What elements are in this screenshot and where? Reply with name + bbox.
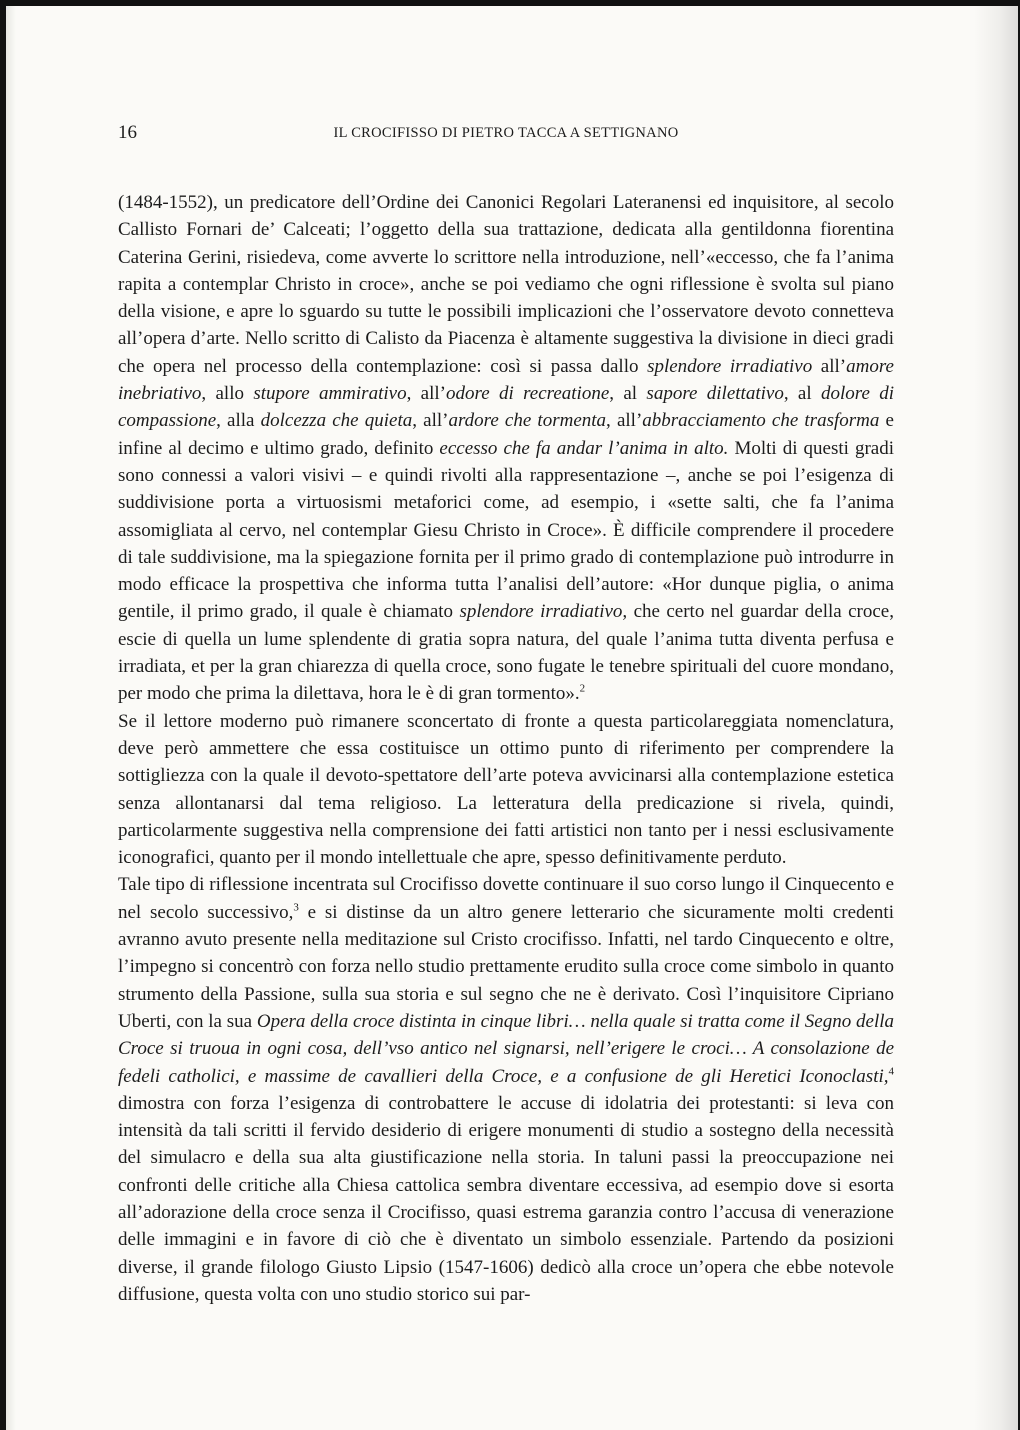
italic-text: stupore ammirativo <box>253 383 407 405</box>
paragraph-2 <box>118 708 894 872</box>
paragraph-3 <box>118 871 894 1308</box>
italic-text: amore inebriativo <box>118 355 894 405</box>
italic-text: odore di recreatione <box>446 383 610 405</box>
text-run: Molti di questi gradi sono connessi a valori visivi – e quindi rivolti alla rappresentazione –, anche se poi l’esigenza di suddivisione porta a virtuosismi metaforici come, ad esempio, i «sette salti, che fa l’anima assomigliata al cervo, nel contemplar Giesu Christo in Croce». È difficile comprendere il procedere di tale suddivisione, ma la spiegazione fornita per il primo grado di contemplazione può introdurre in modo efficace la prospettiva che informa tutta l’analisi dell’autore: «Hor dunque piglia, o anima gentile, il primo grado, il quale è chiamato <box>118 437 895 623</box>
text-run: , alla <box>216 410 261 432</box>
footnote-reference: 2 <box>579 683 586 696</box>
text-run: Se il lettore moderno può rimanere sconcertato di fronte a questa particolareggiata nomenclatura, deve però ammettere che essa costituisce un ottimo punto di riferimento per comprendere la sottigliezza con la quale il devoto-spettatore dell’arte poteva avvicinarsi alla contemplazione estetica senza allontanarsi dal tema religioso. La letteratura della predicazione si rivela, quindi, particolarmente suggestiva nella comprensione dei fatti artistici non tanto per i nessi esclusivamente iconografici, quanto per il mondo intellettuale che apre, spesso definitivamente perduto. <box>118 710 894 869</box>
italic-text: dolcezza che quieta <box>260 410 413 432</box>
running-title: IL CROCIFISSO DI PIETRO TACCA A SETTIGNANO <box>333 125 679 141</box>
text-run: e infine al decimo e ultimo grado, definito <box>118 410 894 459</box>
text-run: e si distinse da un altro genere letterario che sicuramente molti credenti avranno avuto presente nella meditazione sul Cristo crocifisso. Infatti, nel tardo Cinquecento e oltre, l’impegno si concentrò con forza nello studio prettamente erudito sulla croce come simbolo in quanto strumento della Passione, sulla sua storia e sul segno che ne è derivato. Così l’inquisitore Cipriano Uberti, con la sua <box>118 901 894 1032</box>
text-run: (1484-1552), un predicatore dell’Ordine dei Canonici Regolari Lateranensi ed inquisitore, al secolo Callisto Fornari de’ Calceati; l’oggetto della sua trattazione, dedicata alla gentildonna fiorentina Caterina Gerini, risiedeva, come avverte lo scrittore nella introduzione, nell’«eccesso, che fa l’anima rapita a contemplar Christo in croce», anche se poi vediamo che ogni riflessione è svolta sul piano della visione, e apre lo sguardo su tutte le possibili implicazioni che l’osservatore devoto connetteva all’opera d’arte. Nello scritto di Calisto da Piacenza è altamente suggestiva la divisione in dieci gradi che opera nel processo della contemplazione: così si passa dallo <box>118 192 894 377</box>
footnote-reference: 4 <box>888 1065 894 1078</box>
text-run: Tale tipo di riflessione incentrata sul Crocifisso dovette continuare il suo corso lungo il Cinquecento e nel secolo successivo, <box>118 874 894 923</box>
page-number: 16 <box>118 122 137 143</box>
italic-text: sapore dilettativo <box>646 383 784 405</box>
italic-text: splendore irradiativo, <box>459 601 628 623</box>
footnote-reference: 3 <box>293 901 299 914</box>
text-run: , allo <box>201 383 254 405</box>
text-run: all’ <box>812 355 847 377</box>
text-run: , al <box>609 383 647 405</box>
text-run: dimostra con forza l’esigenza di controbattere le accuse di idolatria dei protestanti: si leva con intensità da tali scritti il fervido desiderio di erigere monumenti di studio a sostegno della necessità del simulacro e della sua alta giustificazione nella storia. In taluni passi la preoccupazione nei confronti delle critiche alla Chiesa cattolica sembra diventare eccessiva, ad esempio dove si esorta all’adorazione della croce senza il Crocifisso, quasi estrema garanzia contro l’accusa di venerazione delle immagini e in favore di ciò che è diventato un simbolo essenziale. Partendo da posizioni diverse, il grande filologo Giusto Lipsio (1547-1606) dedicò alla croce un’opera che ebbe notevole diffusione, questa volta con uno studio storico sui par- <box>118 1092 894 1305</box>
body-text <box>118 189 894 1308</box>
italic-text: splendore irradiativo <box>647 355 813 377</box>
text-run: , all’ <box>412 410 449 432</box>
italic-text: Opera della croce distinta in cinque libri… nella quale si tratta come il Segno della Croce si truoua in ogni cosa, dell’vso antico nel signarsi, nell’erigere le croci… A consolazione de fedeli catholici, e massime de cavallieri della Croce, e a confusione de gli Heretici Iconoclasti, <box>118 1010 894 1087</box>
page-edge-shadow <box>6 6 16 1430</box>
italic-text: dolore di compassione <box>118 383 895 432</box>
page-fold-shadow <box>974 6 1018 1430</box>
book-page <box>6 6 1018 1430</box>
italic-text: ardore che tormenta <box>448 410 607 432</box>
text-run: , al <box>783 383 821 405</box>
text-run: che certo nel guardar della croce, escie di quella un lume splendente di gratia sopra natura, del quale l’anima tutta diventa perfusa e irradiata, et per la gran chiarezza di quella croce, sono fugate le tenebre spirituali del cuore mondano, per modo che prima la dilettava, hora le è di gran tormento». <box>118 601 894 705</box>
text-run: , all’ <box>606 410 643 432</box>
text-run: , all’ <box>406 383 446 405</box>
italic-text: eccesso che fa andar l’anima in alto. <box>439 437 729 459</box>
italic-text: abbracciamento che trasforma <box>642 410 880 432</box>
paragraph-1 <box>118 189 894 708</box>
